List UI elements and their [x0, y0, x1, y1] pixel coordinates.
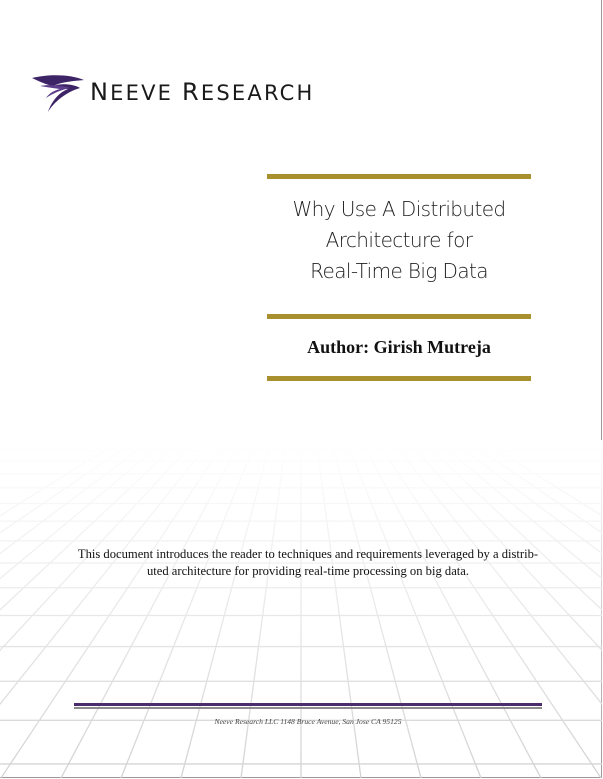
document-title [267, 194, 531, 287]
intro-paragraph [74, 546, 542, 580]
title-line: Real-Time Big Data [310, 259, 488, 283]
logo-swoosh-icon [30, 72, 86, 114]
title-line: Why Use A Distributed [292, 197, 506, 221]
intro-line: This document introduces the reader to techniques and requirements leveraged by a distrib- [77, 547, 539, 561]
footer-rule [74, 703, 542, 706]
author-line: Author: Girish Mutreja [307, 337, 491, 357]
footer-rule-shadow [74, 707, 542, 709]
intro-line: uted architecture for providing real-time processing on big data. [146, 564, 470, 578]
logo-wordmark: NEEVE RESEARCH [90, 78, 315, 106]
grid-background [0, 440, 602, 778]
author-bottom-rule [267, 376, 531, 381]
footer-address: Neeve Research LLC 1148 Bruce Avenue, San Jose CA 95125 [214, 717, 402, 726]
title-bottom-rule [267, 314, 531, 319]
title-top-rule [267, 174, 531, 179]
title-line: Architecture for [325, 228, 473, 252]
